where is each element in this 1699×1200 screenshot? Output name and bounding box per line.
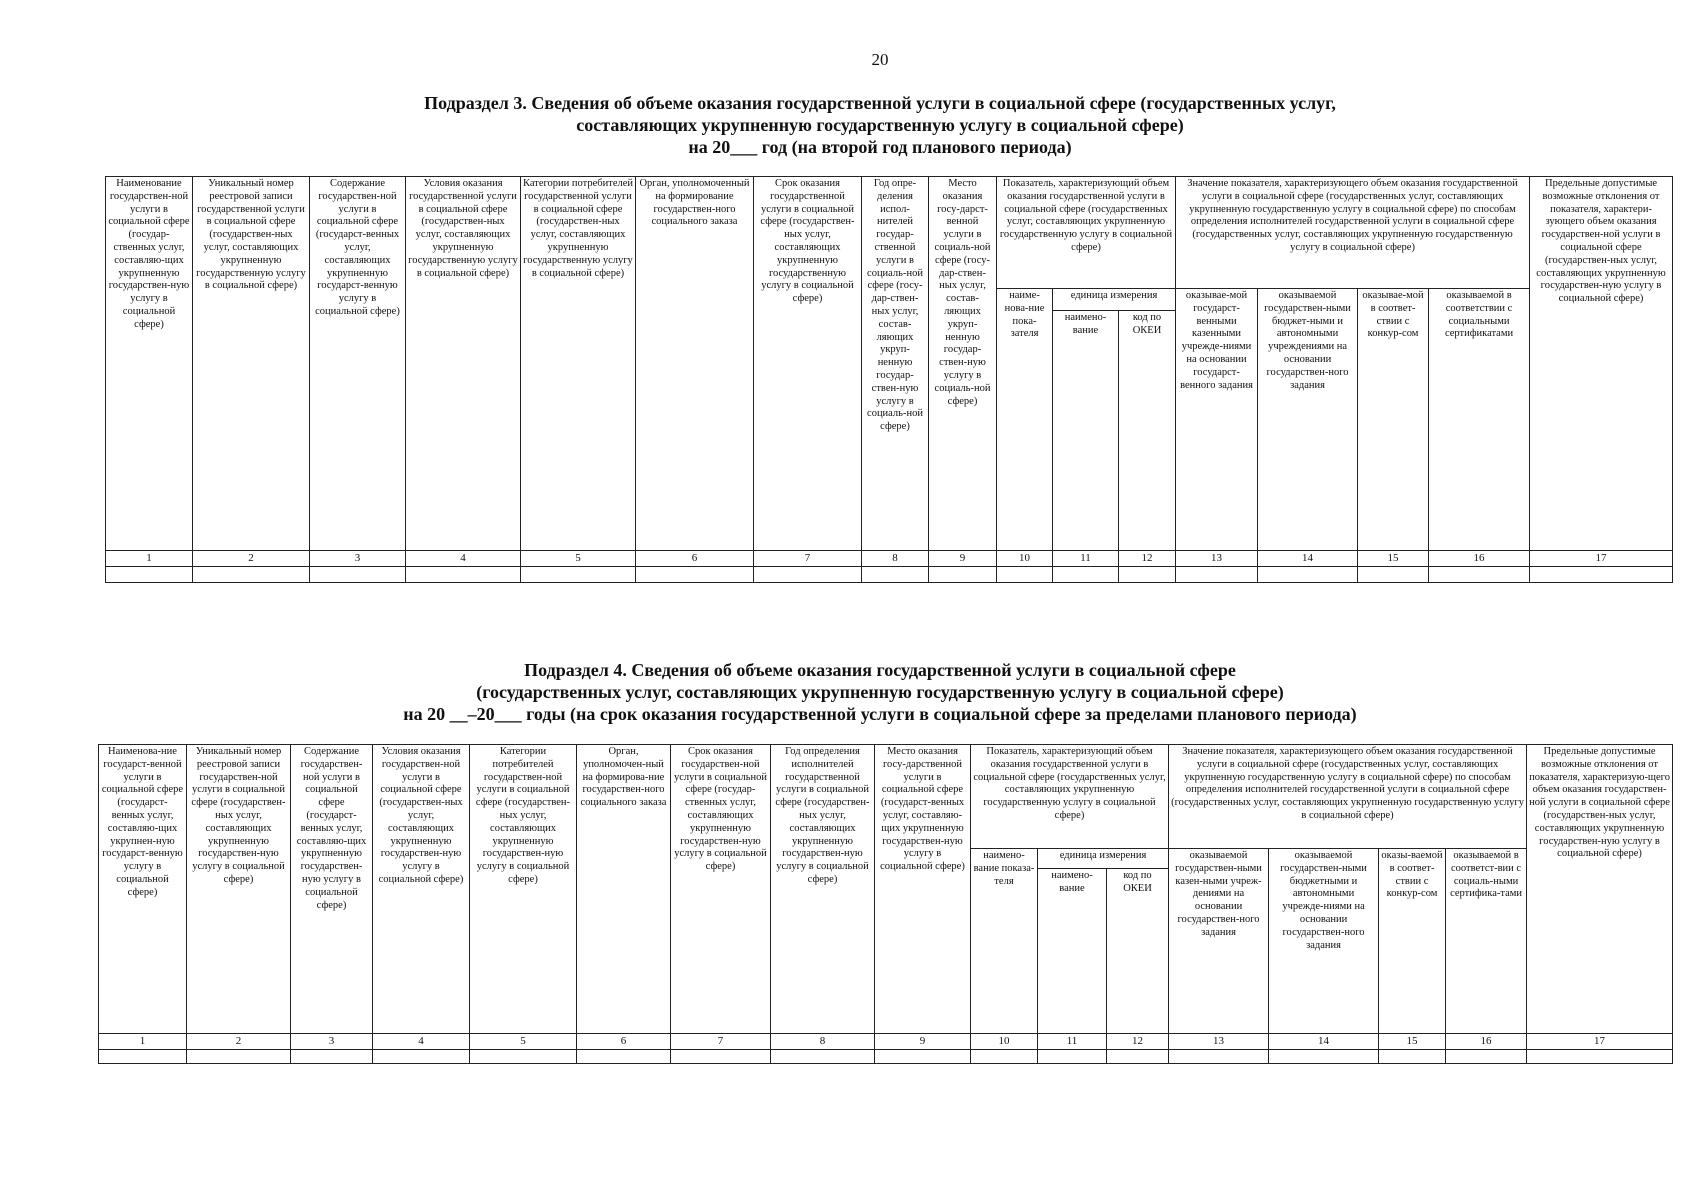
column-number: 15 xyxy=(1379,1034,1446,1050)
column-number: 5 xyxy=(470,1034,577,1050)
empty-cell[interactable] xyxy=(1038,1050,1107,1064)
table-row xyxy=(99,1050,1673,1064)
header-service-term: Срок оказания государственной услуги в социальной сфере (государствен-ных услуг, составляющих укрупненную государственную услугу в социальной сфере) xyxy=(754,177,862,551)
header-service-conditions: Условия оказания государственной услуги в социальной сфере (государствен-ных услуг, составляющих укрупненную государственную услугу в социальной сфере) xyxy=(406,177,521,551)
header-indicator-name: наиме-нова-ние пока-зателя xyxy=(997,289,1053,551)
column-number: 4 xyxy=(406,551,521,567)
header-executor-year: Год определения исполнителей государственной услуги в социальной сфере (государствен-ных услуг, составляющих укрупненную государствен-ную услугу в социальной сфере) xyxy=(771,745,875,1034)
empty-cell[interactable] xyxy=(862,567,929,583)
column-number: 11 xyxy=(1053,551,1119,567)
empty-cell[interactable] xyxy=(1429,567,1530,583)
header-registry-number: Уникальный номер реестровой записи государственной услуги в социальной сфере (государствен-ных услуг, составляющих укрупненную государственную услугу в социальной сфере) xyxy=(193,177,310,551)
header-authorized-body: Орган, уполномоченный на формирование государствен-ного социального заказа xyxy=(636,177,754,551)
column-number: 7 xyxy=(671,1034,771,1050)
empty-cell[interactable] xyxy=(636,567,754,583)
header-unit-group: единица измерения xyxy=(1038,849,1169,869)
header-social-certificates: оказываемой в соответствии с социальными сертификатами xyxy=(1429,289,1530,551)
section3-title-line: составляющих укрупненную государственную услугу в социальной сфере) xyxy=(576,115,1184,135)
header-service-name: Наименова-ние государст-венной услуги в социальной сфере (государст-венных услуг, составляю-щих укрупнен-ную государст-венную услугу в социальной сфере) xyxy=(99,745,187,1034)
column-number: 3 xyxy=(310,551,406,567)
empty-cell[interactable] xyxy=(929,567,997,583)
column-number: 3 xyxy=(291,1034,373,1050)
column-number: 13 xyxy=(1176,551,1258,567)
header-state-owned: оказываемой государствен-ными казен-ными учреж-дениями на основании государствен-ного задания xyxy=(1169,849,1269,1034)
section4-title xyxy=(300,659,1460,725)
header-allowed-deviations: Предельные допустимые возможные отклонения от показателя, характери-зующего объем оказания государствен-ной услуги в социальной сфере (государствен-ных услуг, составляющих укрупненную государствен-ную услугу в социальной сфере) xyxy=(1530,177,1673,551)
column-number: 10 xyxy=(997,551,1053,567)
column-number: 9 xyxy=(929,551,997,567)
empty-cell[interactable] xyxy=(187,1050,291,1064)
column-number: 8 xyxy=(862,551,929,567)
header-value-group: Значение показателя, характеризующего объем оказания государственной услуги в социальной сфере (государственных услуг, составляющих укрупненную государственную услугу в социальной сфере) по способам определения исполнителей государственной услуги в социальной сфере (государственных услуг, составляющих укрупненную государственную услугу в социальной сфере) xyxy=(1169,745,1527,849)
header-registry-number: Уникальный номер реестровой записи государствен-ной услуги в социальной сфере (государствен-ных услуг, составляющих укрупненную государствен-ную услугу в социальной сфере) xyxy=(187,745,291,1034)
empty-cell[interactable] xyxy=(291,1050,373,1064)
column-number: 7 xyxy=(754,551,862,567)
section3-title-line: Подраздел 3. Сведения об объеме оказания государственной услуги в социальной сфере (государственных услуг, xyxy=(424,93,1336,113)
column-number: 5 xyxy=(521,551,636,567)
column-number: 12 xyxy=(1119,551,1176,567)
header-service-place: Место оказания госу-дарст-венной услуги в социаль-ной сфере (госу-дар-ствен-ных услуг, состав-ляющих укруп-ненную государ-ствен-ную услугу в социаль-ной сфере) xyxy=(929,177,997,551)
header-budget-autonomous: оказываемой государствен-ными бюджетными и автономными учрежде-ниями на основании государствен-ного задания xyxy=(1269,849,1379,1034)
empty-cell[interactable] xyxy=(1379,1050,1446,1064)
empty-cell[interactable] xyxy=(106,567,193,583)
header-service-term: Срок оказания государствен-ной услуги в социальной сфере (государ-ственных услуг, составляющих укрупненную государствен-ную услугу в социальной сфере) xyxy=(671,745,771,1034)
empty-cell[interactable] xyxy=(1176,567,1258,583)
empty-cell[interactable] xyxy=(971,1050,1038,1064)
header-competition: оказывае-мой в соответ-ствии с конкур-сом xyxy=(1358,289,1429,551)
section4-title-line: (государственных услуг, составляющих укрупненную государственную услугу в социальной сфере) xyxy=(476,682,1284,702)
empty-cell[interactable] xyxy=(671,1050,771,1064)
header-service-content: Содержание государствен-ной услуги в социальной сфере (государст-венных услуг, составляю-щих укрупненную государствен-ную услугу в социальной сфере) xyxy=(291,745,373,1034)
column-number: 1 xyxy=(99,1034,187,1050)
empty-cell[interactable] xyxy=(1119,567,1176,583)
empty-cell[interactable] xyxy=(1358,567,1429,583)
column-number: 4 xyxy=(373,1034,470,1050)
header-service-name: Наименование государствен-ной услуги в социальной сфере (государ-ственных услуг, составляю-щих укрупненную государствен-ную услугу в социальной сфере) xyxy=(106,177,193,551)
column-number: 16 xyxy=(1429,551,1530,567)
column-number: 8 xyxy=(771,1034,875,1050)
section4-title-line: на 20 __–20___ годы (на срок оказания государственной услуги в социальной сфере за пределами планового периода) xyxy=(403,704,1357,724)
header-budget-autonomous: оказываемой государствен-ными бюджет-ными и автономными учреждениями на основании государствен-ного задания xyxy=(1258,289,1358,551)
header-unit-name: наимено-вание xyxy=(1038,869,1107,1034)
header-indicator-name: наимено-вание показа-теля xyxy=(971,849,1038,1034)
column-number: 6 xyxy=(636,551,754,567)
column-number: 6 xyxy=(577,1034,671,1050)
section3-table xyxy=(105,176,1673,583)
empty-cell[interactable] xyxy=(997,567,1053,583)
header-indicator-group: Показатель, характеризующий объем оказания государственной услуги в социальной сфере (государственных услуг, составляющих укрупненную государственную услугу в социальной сфере) xyxy=(997,177,1176,289)
section3-title xyxy=(300,92,1460,158)
column-number: 17 xyxy=(1527,1034,1673,1050)
section3-title-line: на 20___ год (на второй год планового периода) xyxy=(688,137,1072,157)
empty-cell[interactable] xyxy=(1527,1050,1673,1064)
empty-cell[interactable] xyxy=(771,1050,875,1064)
header-okei-code: код по ОКЕИ xyxy=(1107,869,1169,1034)
table-row xyxy=(106,567,1673,583)
empty-cell[interactable] xyxy=(470,1050,577,1064)
header-unit-name: наимено-вание xyxy=(1053,311,1119,551)
empty-cell[interactable] xyxy=(1530,567,1673,583)
column-number: 12 xyxy=(1107,1034,1169,1050)
header-authorized-body: Орган, уполномочен-ный на формирова-ние государствен-ного социального заказа xyxy=(577,745,671,1034)
section4-table xyxy=(98,744,1673,1064)
empty-cell[interactable] xyxy=(1053,567,1119,583)
empty-cell[interactable] xyxy=(521,567,636,583)
header-state-owned: оказывае-мой государст-венными казенными учрежде-ниями на основании государст-венного задания xyxy=(1176,289,1258,551)
column-number: 14 xyxy=(1258,551,1358,567)
header-service-place: Место оказания госу-дарственной услуги в социальной сфере (государст-венных услуг, составляю-щих укрупненную государствен-ную услугу в социальной сфере) xyxy=(875,745,971,1034)
header-unit-group: единица измерения xyxy=(1053,289,1176,311)
column-number: 9 xyxy=(875,1034,971,1050)
section4-title-line: Подраздел 4. Сведения об объеме оказания государственной услуги в социальной сфере xyxy=(524,660,1236,680)
empty-cell[interactable] xyxy=(310,567,406,583)
header-consumer-categories: Категории потребителей государственной услуги в социальной сфере (государствен-ных услуг, составляющих укрупненную государственную услугу в социальной сфере) xyxy=(521,177,636,551)
header-value-group: Значение показателя, характеризующего объем оказания государственной услуги в социальной сфере (государственных услуг, составляющих укрупненную государственную услугу в социальной сфере) по способам определения исполнителей государственной услуги в социальной сфере (государственных услуг, составляющих укрупненную государственную услугу в социальной сфере) xyxy=(1176,177,1530,289)
column-number: 15 xyxy=(1358,551,1429,567)
empty-cell[interactable] xyxy=(1258,567,1358,583)
column-number: 1 xyxy=(106,551,193,567)
header-executor-year: Год опре-деления испол-нителей государ-ственной услуги в социаль-ной сфере (госу-дар-ствен-ных услуг, состав-ляющих укруп-ненную государ-ствен-ную услугу в социаль-ной сфере) xyxy=(862,177,929,551)
empty-cell[interactable] xyxy=(577,1050,671,1064)
header-okei-code: код по ОКЕИ xyxy=(1119,311,1176,551)
empty-cell[interactable] xyxy=(1169,1050,1269,1064)
empty-cell[interactable] xyxy=(1269,1050,1379,1064)
header-consumer-categories: Категории потребителей государствен-ной услуги в социальной сфере (государствен-ных услуг, составляющих укрупненную государствен-ную услугу в социальной сфере) xyxy=(470,745,577,1034)
header-indicator-group: Показатель, характеризующий объем оказания государственной услуги в социальной сфере (государственных услуг, составляющих укрупненную государственную услугу в социальной сфере) xyxy=(971,745,1169,849)
empty-cell[interactable] xyxy=(754,567,862,583)
empty-cell[interactable] xyxy=(406,567,521,583)
empty-cell[interactable] xyxy=(99,1050,187,1064)
empty-cell[interactable] xyxy=(193,567,310,583)
column-number: 2 xyxy=(193,551,310,567)
empty-cell[interactable] xyxy=(1446,1050,1527,1064)
header-competition: оказы-ваемой в соответ-ствии с конкур-сом xyxy=(1379,849,1446,1034)
column-number: 2 xyxy=(187,1034,291,1050)
column-number: 14 xyxy=(1269,1034,1379,1050)
empty-cell[interactable] xyxy=(1107,1050,1169,1064)
column-number: 11 xyxy=(1038,1034,1107,1050)
empty-cell[interactable] xyxy=(373,1050,470,1064)
column-number: 16 xyxy=(1446,1034,1527,1050)
header-allowed-deviations: Предельные допустимые возможные отклонения от показателя, характеризую-щего объем оказания государствен-ной услуги в социальной сфере (государствен-ных услуг, составляющих укрупненную государствен-ную услугу в социальной сфере) xyxy=(1527,745,1673,1034)
header-service-conditions: Условия оказания государствен-ной услуги в социальной сфере (государствен-ных услуг, составляющих укрупненную государствен-ную услугу в социальной сфере) xyxy=(373,745,470,1034)
column-number: 10 xyxy=(971,1034,1038,1050)
column-number: 13 xyxy=(1169,1034,1269,1050)
column-number: 17 xyxy=(1530,551,1673,567)
page-number: 20 xyxy=(871,50,889,69)
header-service-content: Содержание государствен-ной услуги в социальной сфере (государст-венных услуг, составляющих укрупненную государст-венную услугу в социальной сфере) xyxy=(310,177,406,551)
header-social-certificates: оказываемой в соответст-вии с социаль-ными сертифика-тами xyxy=(1446,849,1527,1034)
empty-cell[interactable] xyxy=(875,1050,971,1064)
